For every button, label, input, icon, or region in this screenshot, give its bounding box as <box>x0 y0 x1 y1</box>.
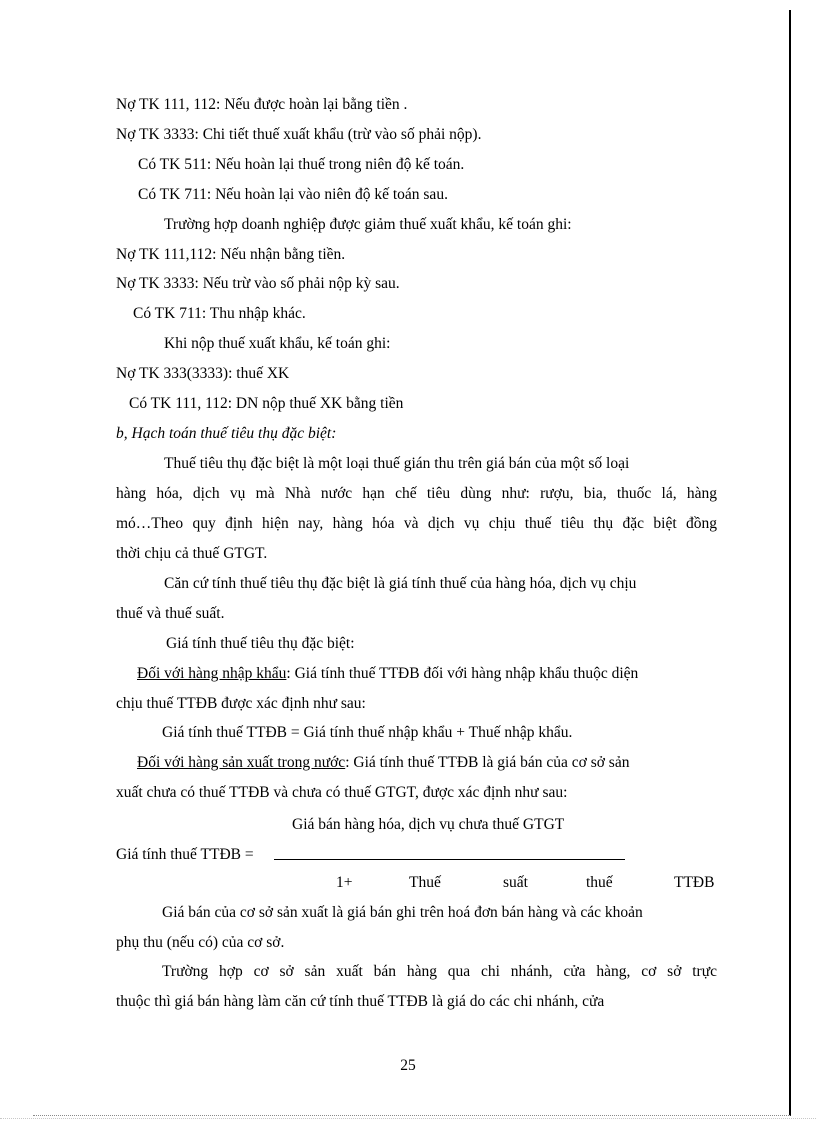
paragraph-line: thuế và thuế suất. <box>116 605 225 622</box>
page-number: 25 <box>400 1057 416 1074</box>
entry-line: Có TK 111, 112: DN nộp thuế XK bằng tiền <box>129 395 404 412</box>
entry-line: Có TK 511: Nếu hoàn lại thuế trong niên độ kế toán. <box>138 156 465 173</box>
paragraph-line: phụ thu (nếu có) của cơ sở. <box>116 934 285 951</box>
domestic-line <box>137 753 629 773</box>
denominator-term: suất <box>503 874 528 891</box>
fraction-numerator: Giá bán hàng hóa, dịch vụ chưa thuế GTGT <box>292 816 565 833</box>
paragraph-line: thuộc thì giá bán hàng làm căn cứ tính thuế TTĐB là giá do các chi nhánh, cửa <box>116 993 605 1010</box>
denominator-term: 1+ <box>336 874 353 891</box>
fraction-lhs: Giá tính thuế TTĐB = <box>116 846 254 863</box>
bottom-divider <box>0 1118 816 1119</box>
paragraph-line: xuất chưa có thuế TTĐB và chưa có thuế GTGT, được xác định như sau: <box>116 784 568 801</box>
import-text: : Giá tính thuế TTĐB đối với hàng nhập khẩu thuộc diện <box>286 665 639 682</box>
denominator-term: Thuế <box>409 874 441 891</box>
entry-line: Có TK 711: Nếu hoàn lại vào niên độ kế toán sau. <box>138 186 448 203</box>
paragraph-line: hàng hóa, dịch vụ mà Nhà nước hạn chế tiêu dùng như: rượu, bia, thuốc lá, hàng <box>116 485 717 502</box>
section-heading: b, Hạch toán thuế tiêu thụ đặc biệt: <box>116 425 337 442</box>
entry-line: Khi nộp thuế xuất khẩu, kế toán ghi: <box>164 335 391 352</box>
import-label: Đối với hàng nhập khẩu <box>137 665 287 682</box>
entry-line: Có TK 711: Thu nhập khác. <box>133 305 306 322</box>
paragraph-line: Giá bán của cơ sở sản xuất là giá bán ghi trên hoá đơn bán hàng và các khoản <box>162 904 643 921</box>
domestic-label: Đối với hàng sản xuất trong nước <box>137 754 346 771</box>
entry-line: Nợ TK 111, 112: Nếu được hoàn lại bằng tiền . <box>116 96 408 113</box>
paragraph-line: Giá tính thuế tiêu thụ đặc biệt: <box>166 635 355 652</box>
entry-line: Nợ TK 3333: Nếu trừ vào số phải nộp kỳ sau. <box>116 275 400 292</box>
paragraph-line: Thuế tiêu thụ đặc biệt là một loại thuế gián thu trên giá bán của một số loại <box>164 455 630 472</box>
denominator-term: TTĐB <box>674 874 715 891</box>
paragraph-line: Căn cứ tính thuế tiêu thụ đặc biệt là giá tính thuế của hàng hóa, dịch vụ chịu <box>164 575 637 592</box>
import-line <box>137 664 638 684</box>
paragraph-line: thời chịu cả thuế GTGT. <box>116 545 268 562</box>
entry-line: Nợ TK 111,112: Nếu nhận bằng tiền. <box>116 246 346 263</box>
entry-line: Trường hợp doanh nghiệp được giảm thuế xuất khẩu, kế toán ghi: <box>164 216 572 233</box>
entry-line: Nợ TK 333(3333): thuế XK <box>116 365 290 382</box>
fraction-bar <box>274 859 625 860</box>
entry-line: Nợ TK 3333: Chi tiết thuế xuất khẩu (trừ vào số phải nộp). <box>116 126 482 143</box>
paragraph-line: Trường hợp cơ sở sản xuất bán hàng qua chi nhánh, cửa hàng, cơ sở trực <box>162 963 717 980</box>
denominator-term: thuế <box>586 874 613 891</box>
domestic-text: : Giá tính thuế TTĐB là giá bán của cơ sở sản <box>345 754 630 771</box>
formula-line: Giá tính thuế TTĐB = Giá tính thuế nhập khẩu + Thuế nhập khẩu. <box>162 724 573 741</box>
paragraph-line: chịu thuế TTĐB được xác định như sau: <box>116 695 366 712</box>
paragraph-line: mó…Theo quy định hiện nay, hàng hóa và dịch vụ chịu thuế tiêu thụ đặc biệt đồng <box>116 515 717 532</box>
